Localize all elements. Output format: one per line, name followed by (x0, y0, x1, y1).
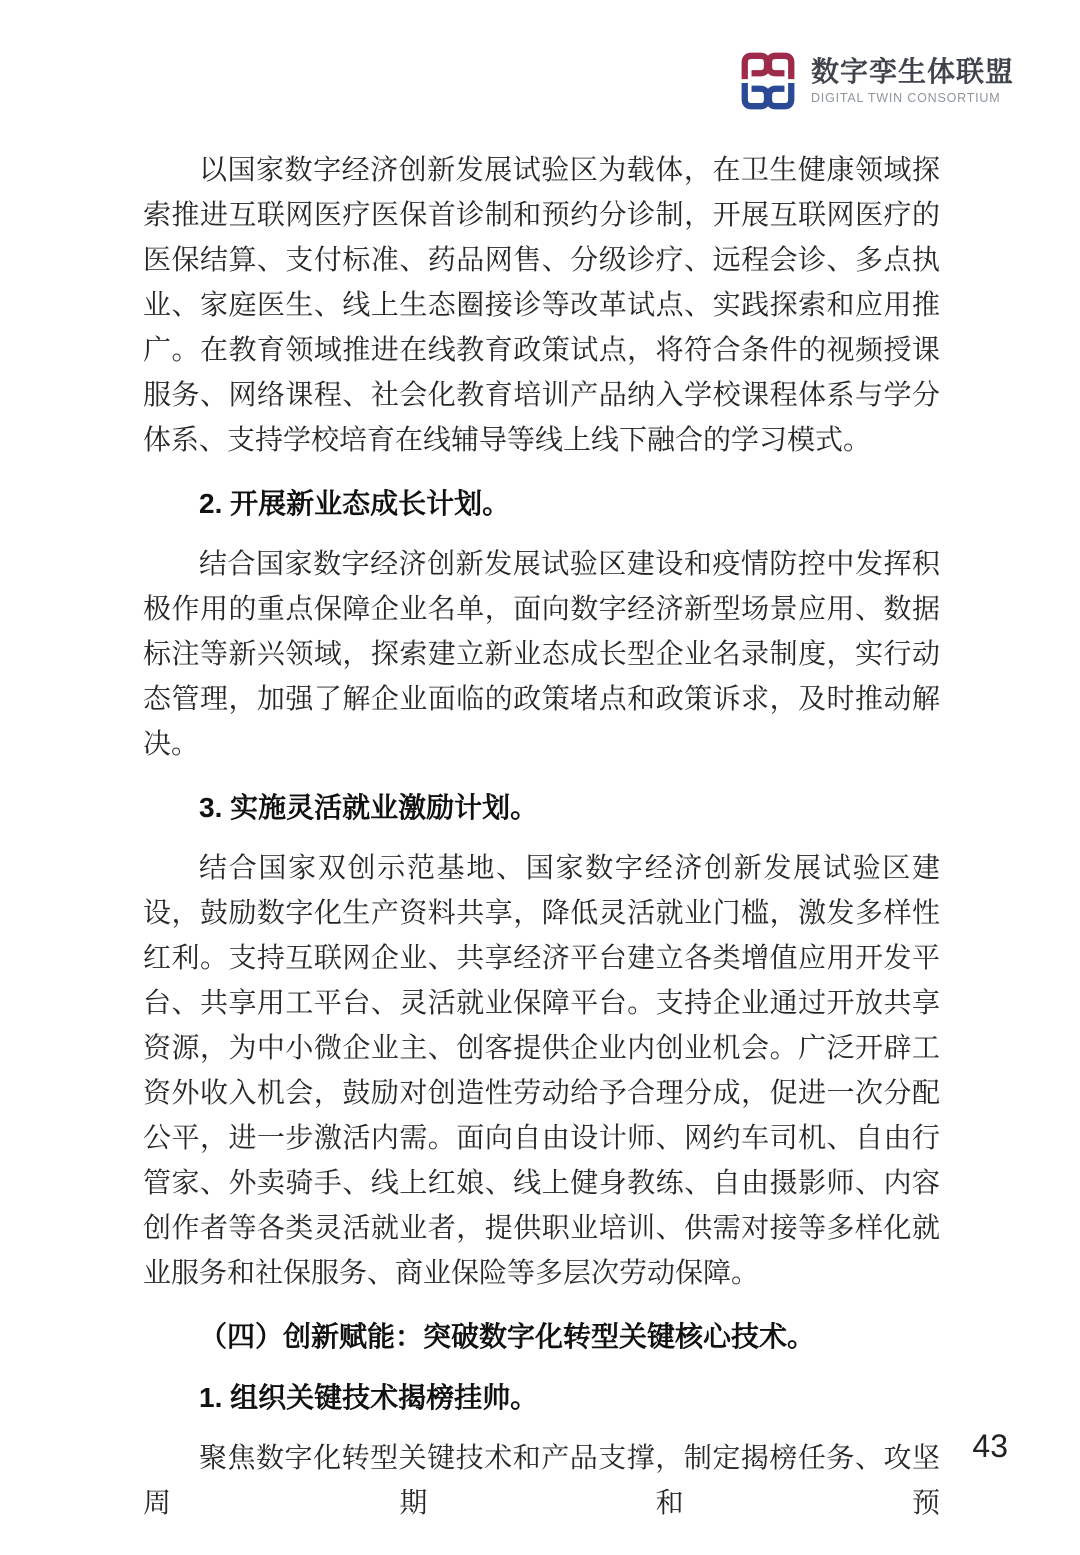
paragraph-flexible-employment-detail: 结合国家双创示范基地、国家数字经济创新发展试验区建设，鼓励数字化生产资料共享，降低灵活就业门槛，激发多样性红利。支持互联网企业、共享经济平台建立各类增值应用开发平台、共享用工平台、灵活就业保障平台。支持企业通过开放共享资源，为中小微企业主、创客提供企业内创业机会。广泛开辟工资外收入机会，鼓励对创造性劳动给予合理分成，促进一次分配公平，进一步激活内需。面向自由设计师、网约车司机、自由行管家、外卖骑手、线上红娘、线上健身教练、自由摄影师、内容创作者等各类灵活就业者，提供职业培训、供需对接等多样化就业服务和社保服务、商业保险等多层次劳动保障。 (143, 853, 940, 1289)
logo-text (811, 55, 1014, 107)
page-number: 43 (972, 1428, 1008, 1464)
digital-twin-consortium-logo-icon (737, 50, 799, 112)
paragraph-key-enterprise-list: 结合国家数字经济创新发展试验区建设和疫情防控中发挥积极作用的重点保障企业名单，面向数字经济新型场景应用、数据标注等新兴领域，探索建立新业态成长型企业名录制度，实行动态管理，加强了解企业面临的政策堵点和政策诉求，及时推动解决。 (143, 549, 940, 760)
heading-flexible-employment-plan: 3. 实施灵活就业激励计划。 (199, 792, 539, 823)
logo-title-chinese: 数字孪生体联盟 (810, 56, 1014, 87)
heading-new-business-growth-plan: 2. 开展新业态成长计划。 (199, 488, 511, 519)
paragraph-key-technology-focus: 聚焦数字化转型关键技术和产品支撑，制定揭榜任务、攻坚周期和预 (143, 1443, 940, 1519)
logo (737, 50, 1014, 112)
heading-section-4-innovation-empowerment: （四）创新赋能：突破数字化转型关键核心技术。 (199, 1321, 816, 1352)
paragraph-digital-economy-pilot: 以国家数字经济创新发展试验区为载体，在卫生健康领域探索推进互联网医疗医保首诊制和预约分诊制，开展互联网医疗的医保结算、支付标准、药品网售、分级诊疗、远程会诊、多点执业、家庭医生、线上生态圈接诊等改革试点、实践探索和应用推广。在教育领域推进在线教育政策试点，将符合条件的视频授课服务、网络课程、社会化教育培训产品纳入学校课程体系与学分体系、支持学校培育在线辅导等线上线下融合的学习模式。 (143, 155, 940, 456)
document-body (143, 148, 940, 1544)
logo-title-english: DIGITAL TWIN CONSORTIUM (810, 91, 1001, 105)
heading-key-technology-unveiling: 1. 组织关键技术揭榜挂帅。 (199, 1382, 539, 1413)
